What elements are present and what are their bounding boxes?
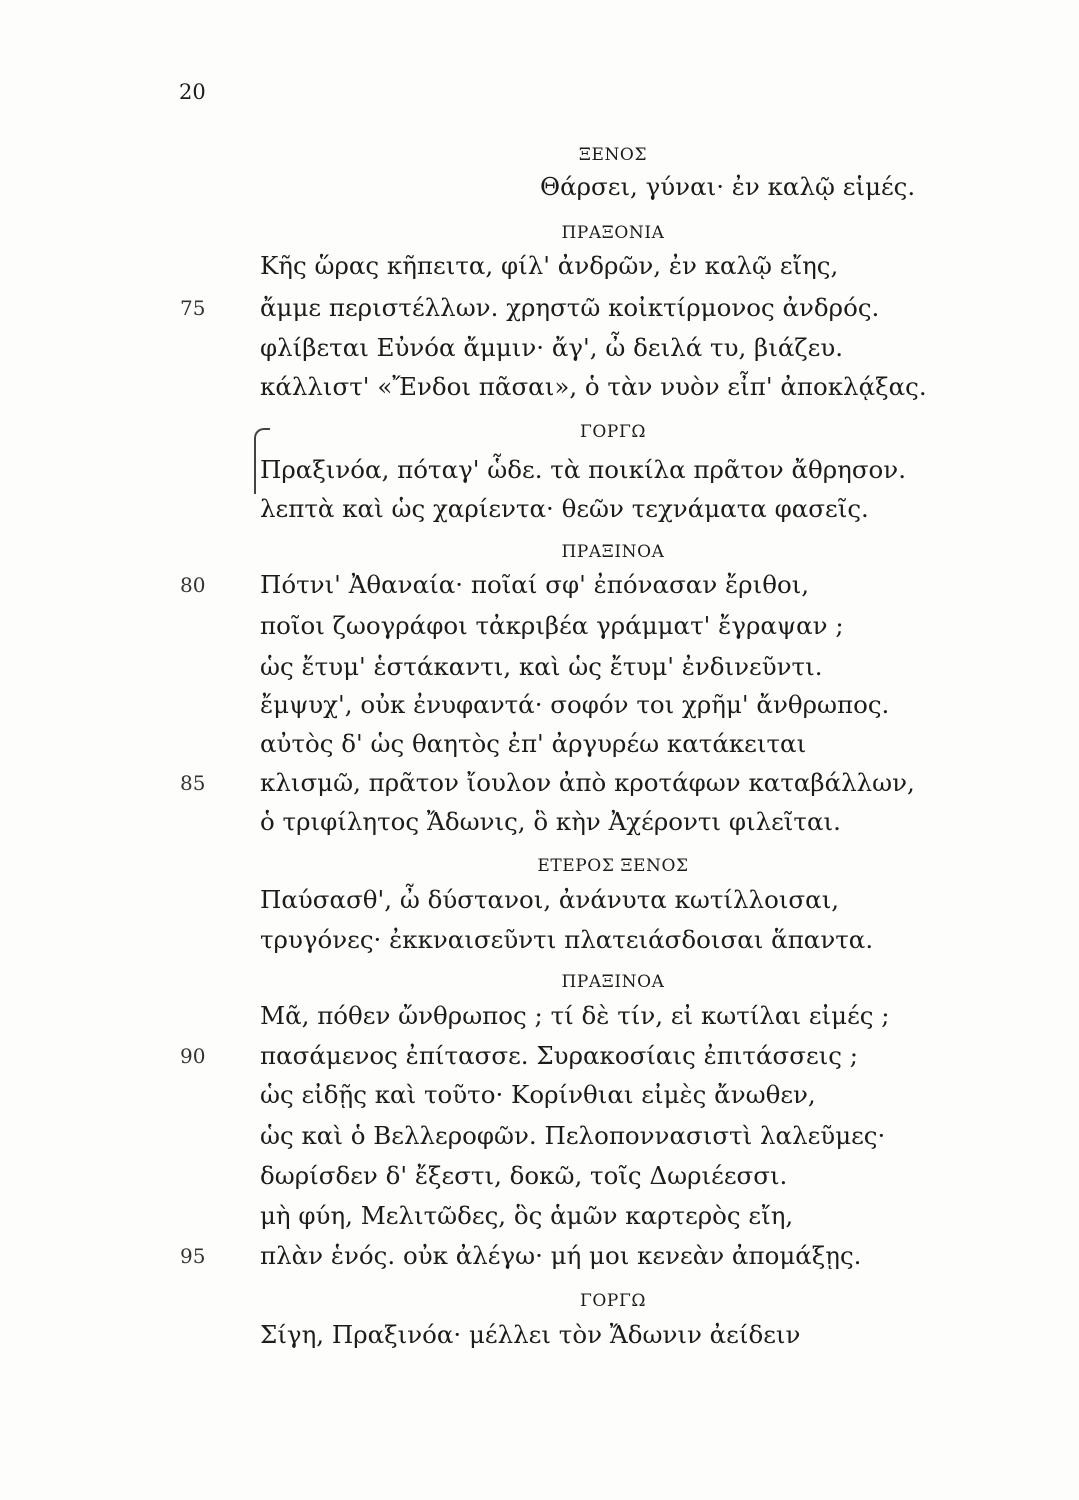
line-number: 75 [180,296,206,320]
verse-line: Παύσασθ', ὦ δύστανοι, ἀνάνυτα κωτίλλοισαι, [260,885,840,914]
verse-line: μὴ φύη, Μελιτῶδες, ὃς ἁμῶν καρτερὸς εἴη, [260,1201,794,1230]
verse-line: Σίγη, Πραξινόα· μέλλει τὸν Ἄδωνιν ἀείδειν [260,1320,801,1349]
verse-line: ἔμψυχ', οὐκ ἐνυφαντά· σοφόν τοι χρῆμ' ἄνθρωπος. [260,690,890,719]
speaker-heading: ΠΡΑΞΙΝΟΑ [561,542,665,562]
verse-line: φλίβεται Εὐνόα ἄμμιν· ἄγ', ὦ δειλά τυ, βιάζευ. [260,333,844,362]
verse-line: πασάμενος ἐπίτασσε. Συρακοσίαις ἐπιτάσσεις ; [260,1041,859,1070]
speaker-heading: ΓΟΡΓΩ [579,422,647,442]
verse-line: Πότνι' Ἀθαναία· ποῖαί σφ' ἐπόνασαν ἔριθοι, [260,570,810,599]
verse-line: Πραξινόα, πόταγ' ὧδε. τὰ ποικίλα πρᾶτον ἄθρησον. [260,455,906,484]
verse-line: πλὰν ἑνός. οὐκ ἀλέγω· μή μοι κενεὰν ἀπομάξῃς. [260,1241,862,1270]
verse-line: ποῖοι ζωογράφοι τἀκριβέα γράμματ' ἔγραψαν ; [260,611,844,640]
verse-line: κλισμῶ, πρᾶτον ἴουλον ἀπὸ κροτάφων καταβάλλων, [260,768,915,797]
verse-line: ὡς καὶ ὁ Βελλεροφῶν. Πελοποννασιστὶ λαλεῦμες· [260,1121,886,1150]
verse-line: ὡς εἰδῇς καὶ τοῦτο· Κορίνθιαι εἰμὲς ἄνωθεν, [260,1080,816,1109]
line-number: 90 [180,1044,206,1068]
verse-line: ὡς ἔτυμ' ἑστάκαντι, καὶ ὡς ἔτυμ' ἐνδινεῦντι. [260,652,823,681]
verse-line: λεπτὰ καὶ ὡς χαρίεντα· θεῶν τεχνάματα φασεῖς. [260,494,869,523]
verse-line: κάλλιστ' «Ἔνδοι πᾶσαι», ὁ τὰν νυὸν εἶπ' ἀποκλᾴξας. [260,372,927,401]
verse-line: Θάρσει, γύναι· ἐν καλῷ εἱμές. [540,172,916,201]
verse-line: Μᾶ, πόθεν ὤνθρωπος ; τί δὲ τίν, εἰ κωτίλαι εἰμές ; [260,1001,890,1030]
line-number: 80 [180,573,206,597]
speaker-heading: ΓΟΡΓΩ [579,1291,647,1311]
line-number: 95 [180,1244,206,1268]
line-number: 85 [180,771,206,795]
speaker-heading: ΠΡΑΞΟΝΙΑ [561,223,665,243]
verse-line: τρυγόνες· ἐκκναισεῦντι πλατειάσδοισαι ἅπαντα. [260,925,874,954]
speaker-heading: ΕΤΕΡΟΣ ΞΕΝΟΣ [537,856,689,876]
page-number: 20 [179,80,206,104]
verse-line: αὐτὸς δ' ὡς θαητὸς ἐπ' ἀργυρέω κατάκειται [260,729,807,758]
verse-line: ὁ τριφίλητος Ἄδωνις, ὃ κὴν Ἀχέροντι φιλεῖται. [260,807,841,836]
verse-line: δωρίσδεν δ' ἔξεστι, δοκῶ, τοῖς Δωριέεσσι. [260,1161,788,1190]
speaker-heading: ΠΡΑΞΙΝΟΑ [561,972,665,992]
verse-line: ἄμμε περιστέλλων. χρηστῶ κοἰκτίρμονος ἀνδρός. [260,293,880,322]
verse-line: Κῆς ὥρας κῆπειτα, φίλ' ἀνδρῶν, ἐν καλῷ εἴης, [260,251,839,280]
speaker-heading: ΞΕΝΟΣ [578,145,648,165]
